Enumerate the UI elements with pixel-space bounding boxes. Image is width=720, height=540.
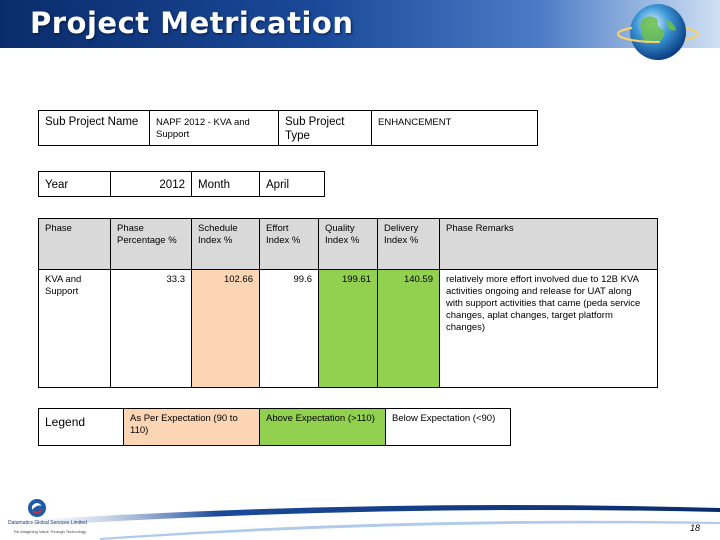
company-tagline: Re-Imagining Value Through Technology bbox=[14, 529, 87, 534]
sub-project-type-value: ENHANCEMENT bbox=[371, 110, 538, 146]
year-value: 2012 bbox=[110, 171, 192, 197]
row-phase: KVA and Support bbox=[38, 269, 111, 388]
header-phase-percentage: Phase Percentage % bbox=[110, 218, 192, 270]
header-phase-remarks: Phase Remarks bbox=[439, 218, 658, 270]
row-schedule-index: 102.66 bbox=[191, 269, 260, 388]
row-quality-index: 199.61 bbox=[318, 269, 378, 388]
footer-swoosh bbox=[0, 494, 720, 540]
month-value: April bbox=[259, 171, 325, 197]
header-delivery-index: Delivery Index % bbox=[377, 218, 440, 270]
legend-as-per-expectation: As Per Expectation (90 to 110) bbox=[123, 408, 260, 446]
row-delivery-index: 140.59 bbox=[377, 269, 440, 388]
sub-project-type-label: Sub Project Type bbox=[278, 110, 372, 146]
header-quality-index: Quality Index % bbox=[318, 218, 378, 270]
page-number: 18 bbox=[690, 523, 701, 533]
legend-below-expectation: Below Expectation (<90) bbox=[385, 408, 511, 446]
header-schedule-index: Schedule Index % bbox=[191, 218, 260, 270]
slide-title: Project Metrication bbox=[30, 6, 354, 40]
row-phase-remarks: relatively more effort involved due to 12B KVA activities ongoing and release for UAT along with support activities that came (peda service changes, aplat changes, target platform changes) bbox=[439, 269, 658, 388]
legend-above-expectation: Above Expectation (>110) bbox=[259, 408, 386, 446]
globe-icon bbox=[616, 0, 700, 64]
year-label: Year bbox=[38, 171, 111, 197]
company-logo-icon bbox=[26, 498, 48, 518]
row-effort-index: 99.6 bbox=[259, 269, 319, 388]
company-name: Datamatics Global Services Limited bbox=[8, 520, 87, 526]
row-phase-percentage: 33.3 bbox=[110, 269, 192, 388]
month-label: Month bbox=[191, 171, 260, 197]
sub-project-name-value: NAPF 2012 - KVA and Support bbox=[149, 110, 279, 146]
header-effort-index: Effort Index % bbox=[259, 218, 319, 270]
legend-label: Legend bbox=[38, 408, 124, 446]
sub-project-name-label: Sub Project Name bbox=[38, 110, 150, 146]
header-phase: Phase bbox=[38, 218, 111, 270]
